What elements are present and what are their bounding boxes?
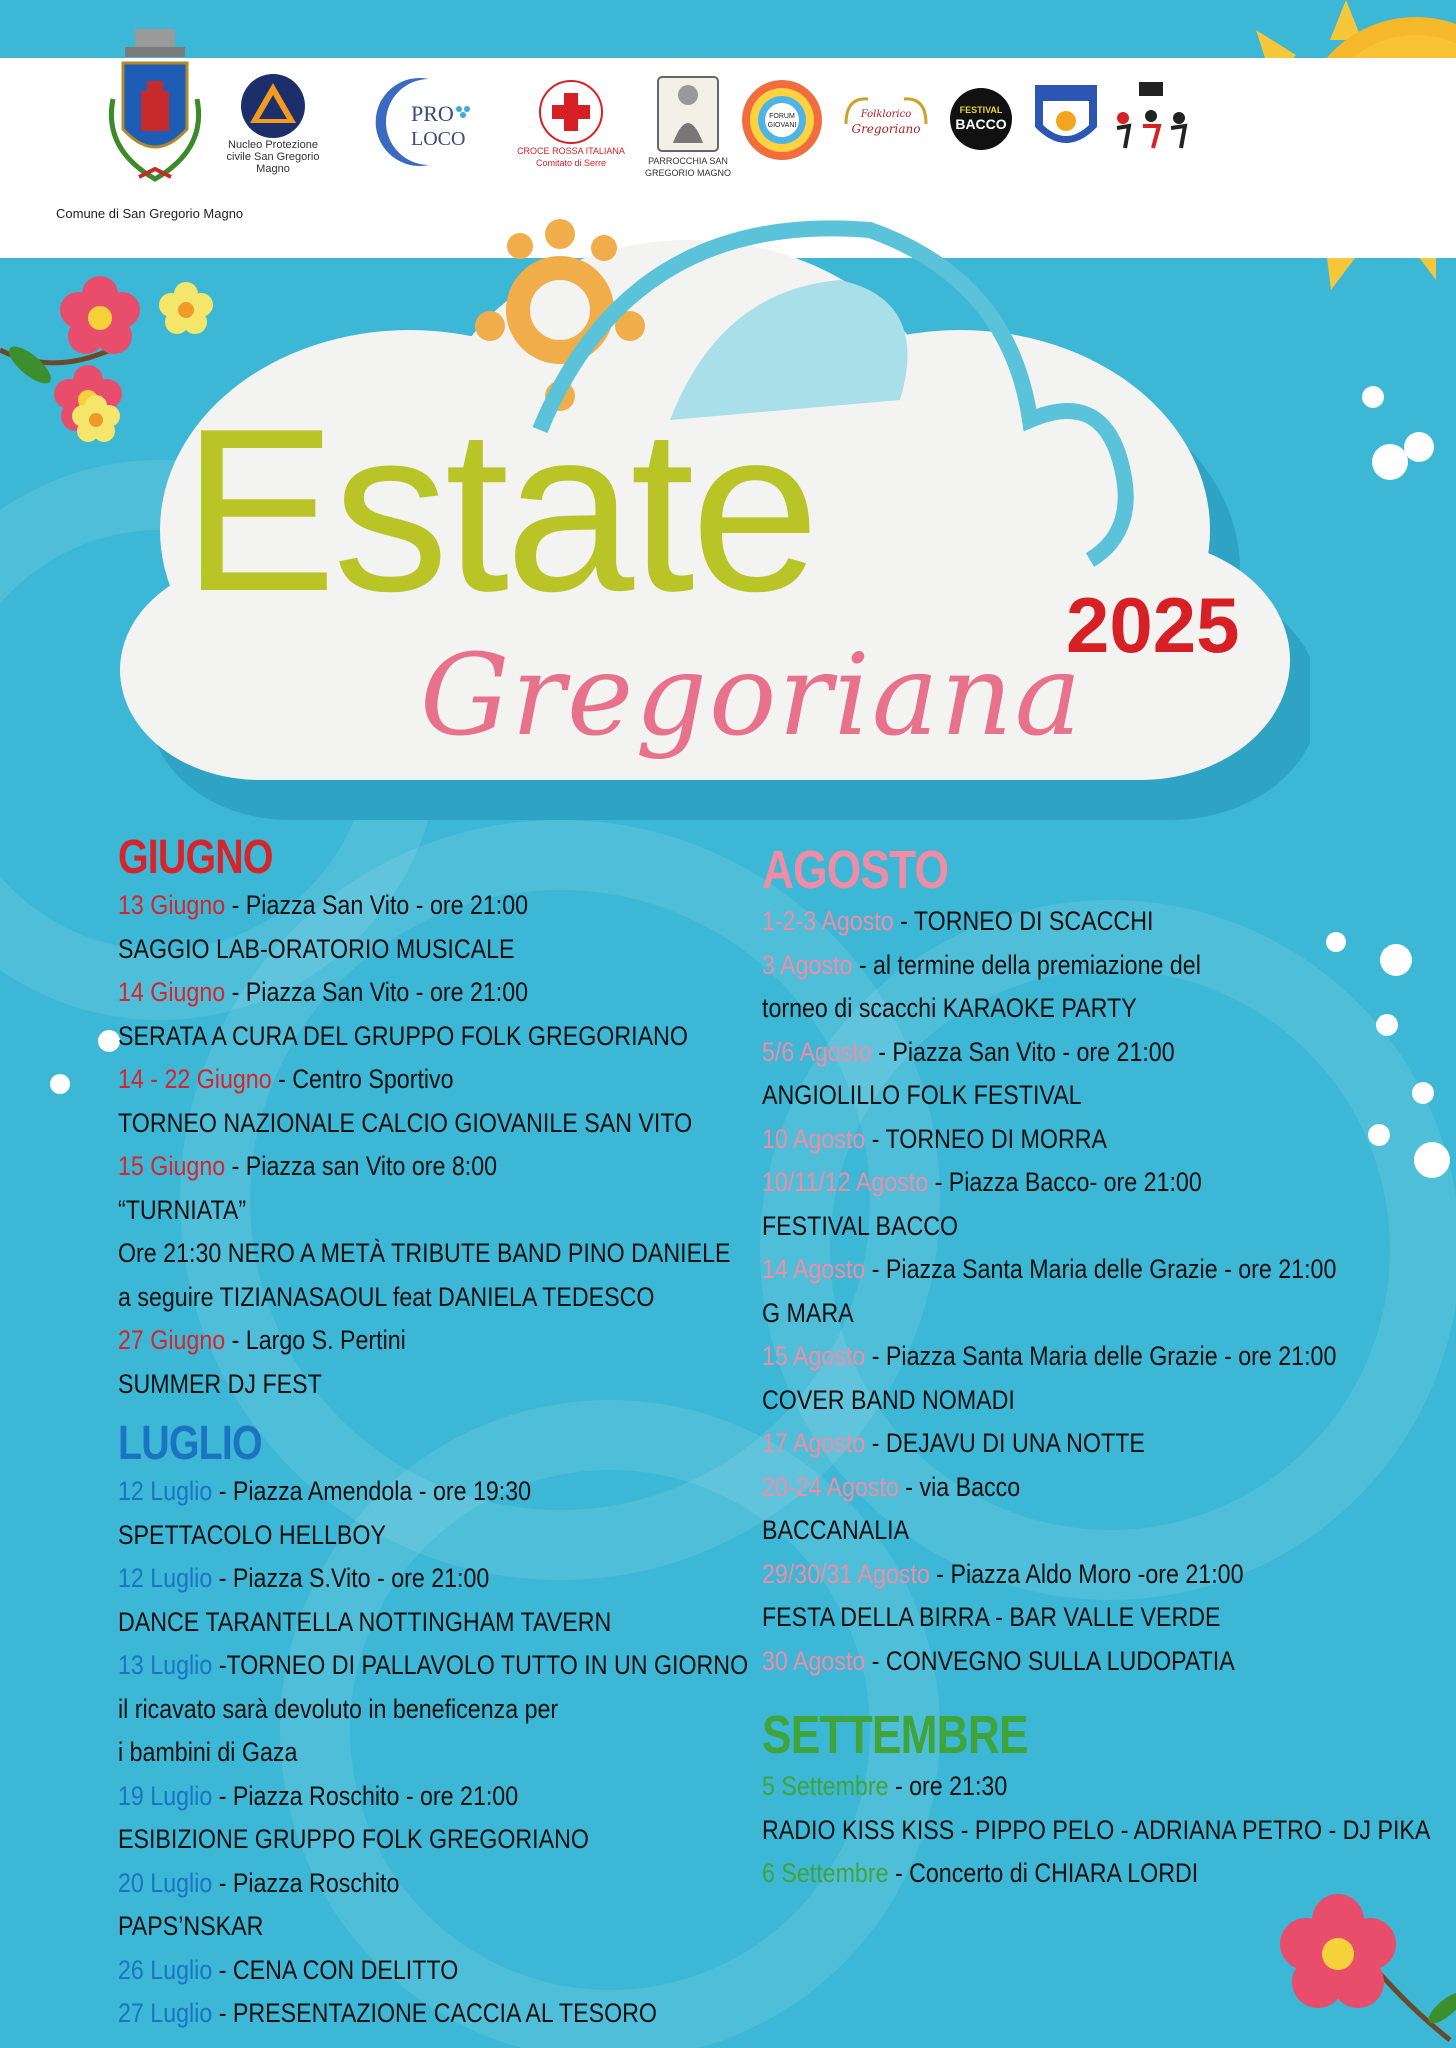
event-date: 17 Agosto	[762, 1428, 866, 1458]
giugno-event-list	[118, 884, 738, 1406]
agosto-event-list	[762, 900, 1442, 1683]
event-text: FESTIVAL BACCO	[762, 1210, 959, 1241]
event-text: - ore 21:30	[888, 1771, 1008, 1801]
event-line	[762, 1074, 1347, 1118]
bubble	[1372, 444, 1408, 480]
event-date: 10/11/12 Agosto	[762, 1167, 929, 1197]
event-text: - al termine della premiazione del	[852, 949, 1201, 980]
event-date: 1-2-3 Agosto	[762, 906, 894, 936]
event-line	[762, 1553, 1347, 1597]
event-text: - via Bacco	[898, 1471, 1021, 1502]
event-text: Ore 21:30 NERO A METÀ TRIBUTE BAND PINO DANIELE	[118, 1238, 731, 1268]
event-line	[762, 1031, 1347, 1075]
event-date: 20 Luglio	[118, 1867, 213, 1898]
festival-bacco-logo	[946, 84, 1016, 154]
event-text: RADIO KISS KISS - PIPPO PELO - ADRIANA PETRO - DJ PIKA	[762, 1814, 1431, 1845]
event-text: SERATA A CURA DEL GRUPPO FOLK GREGORIANO	[118, 1020, 688, 1051]
event-text: -TORNEO DI PALLAVOLO TUTTO IN UN GIORNO	[212, 1650, 749, 1680]
event-text: - Piazza Bacco- ore 21:00	[928, 1167, 1202, 1197]
event-text: BACCANALIA	[762, 1515, 910, 1545]
crest-icon	[103, 29, 207, 189]
event-line	[118, 1232, 731, 1276]
event-line	[118, 1557, 651, 1601]
event-date: 12 Luglio	[118, 1563, 213, 1593]
event-text: - Largo S. Pertini	[225, 1325, 406, 1355]
event-date: 5 Settembre	[762, 1771, 889, 1801]
event-date: 13 Giugno	[118, 890, 226, 920]
event-date: 3 Agosto	[762, 949, 853, 980]
event-text: - Piazza San Vito - ore 21:00	[871, 1036, 1175, 1067]
event-text: - TORNEO DI MORRA	[865, 1123, 1107, 1154]
event-text: i bambini di Gaza	[118, 1737, 298, 1767]
event-date: 27 Giugno	[118, 1325, 226, 1355]
event-text: DANCE TARANTELLA NOTTINGHAM TAVERN	[118, 1606, 612, 1637]
month-title-agosto: AGOSTO	[762, 840, 949, 900]
pro-loco-icon	[371, 69, 475, 173]
shield-icon	[1031, 81, 1101, 159]
event-line	[118, 1992, 657, 2036]
event-line	[118, 1319, 651, 1363]
event-text: - Piazza Roschito	[212, 1867, 400, 1898]
event-line	[762, 987, 1347, 1031]
event-line	[118, 971, 651, 1015]
event-text: G MARA	[762, 1297, 854, 1328]
event-text: - Piazza san Vito ore 8:00	[225, 1151, 498, 1181]
event-line	[762, 1765, 1347, 1809]
event-date: 29/30/31 Agosto	[762, 1558, 930, 1589]
event-line	[118, 1363, 651, 1407]
event-date: 15 Agosto	[762, 1341, 866, 1371]
forum-giovani-logo	[738, 76, 826, 164]
event-line	[762, 1640, 1347, 1684]
event-line	[762, 1205, 1347, 1249]
parrocchia-caption: PARROCCHIA SAN GREGORIO MAGNO	[644, 156, 731, 178]
croce-rossa-logo	[516, 68, 626, 180]
event-date: 26 Luglio	[118, 1954, 213, 1985]
svg-text:LOCO: LOCO	[411, 128, 466, 150]
svg-text:Gregoriano: Gregoriano	[851, 122, 921, 136]
event-text: - Piazza Santa Maria delle Grazie - ore 21:00	[865, 1341, 1337, 1371]
event-text: “TURNIATA”	[118, 1194, 247, 1225]
protezione-civile-caption: Nucleo Protezione civile San Gregorio Magno	[226, 139, 320, 175]
parrocchia-logo	[636, 70, 740, 182]
title-estate: Estate	[182, 381, 816, 640]
event-date: 13 Luglio	[118, 1650, 213, 1680]
event-text: il ricavato sarà devoluto in beneficenza per	[118, 1693, 559, 1724]
event-text: TORNEO NAZIONALE CALCIO GIOVANILE SAN VITO	[118, 1107, 693, 1138]
event-text: PAPS’NSKAR	[118, 1911, 264, 1941]
event-line	[762, 1509, 1347, 1553]
event-line	[118, 1905, 651, 1949]
event-date: 27 Luglio	[118, 1998, 213, 2028]
event-line	[118, 1102, 693, 1146]
event-date: 5/6 Agosto	[762, 1036, 872, 1067]
flower-icon	[1250, 1890, 1456, 2048]
event-text: ANGIOLILLO FOLK FESTIVAL	[762, 1080, 1082, 1110]
luglio-event-list	[118, 1470, 749, 2036]
parrocchia-icon	[653, 73, 723, 155]
comune-crest-logo	[100, 24, 210, 194]
month-title-luglio: LUGLIO	[118, 1417, 262, 1470]
event-text: SUMMER DJ FEST	[118, 1368, 322, 1399]
event-date: 14 - 22 Giugno	[118, 1064, 272, 1094]
pro-loco-logo	[368, 66, 478, 176]
event-line	[118, 1862, 651, 1906]
event-text: SAGGIO LAB-ORATORIO MUSICALE	[118, 933, 515, 964]
event-date: 6 Settembre	[762, 1858, 889, 1888]
event-line	[118, 1189, 651, 1233]
event-text: - Piazza S.Vito - ore 21:00	[212, 1563, 490, 1593]
event-date: 15 Giugno	[118, 1151, 226, 1181]
event-line	[762, 1422, 1347, 1466]
protezione-civile-logo	[218, 68, 328, 180]
bubble	[1404, 432, 1434, 462]
title-year: 2025	[1066, 581, 1240, 669]
dancers-icon	[1109, 78, 1193, 158]
event-date: 20-24 Agosto	[762, 1471, 899, 1502]
event-line	[118, 1731, 651, 1775]
event-text: COVER BAND NOMADI	[762, 1384, 1015, 1415]
event-line	[762, 1379, 1347, 1423]
event-line	[762, 1118, 1347, 1162]
event-line	[762, 900, 1347, 944]
event-text: ESIBIZIONE GRUPPO FOLK GREGORIANO	[118, 1824, 589, 1854]
event-line	[118, 1688, 651, 1732]
event-line	[118, 1644, 749, 1688]
event-line	[762, 1809, 1431, 1853]
gruppo-folk-icon	[838, 89, 934, 159]
right-column	[762, 840, 1442, 1896]
event-text: - PRESENTAZIONE CACCIA AL TESORO	[212, 1998, 657, 2028]
forum-giovani-icon	[740, 78, 824, 162]
event-line	[118, 884, 651, 928]
event-text: - Piazza San Vito - ore 21:00	[225, 977, 529, 1007]
event-text: - Piazza Santa Maria delle Grazie - ore 21:00	[865, 1254, 1337, 1284]
gruppo-folk-logo	[836, 84, 936, 164]
event-line	[762, 1466, 1347, 1510]
event-line	[762, 1596, 1347, 1640]
festival-bacco-icon	[949, 87, 1013, 151]
event-text: - TORNEO DI SCACCHI	[893, 906, 1154, 936]
svg-text:PRO: PRO	[411, 101, 454, 126]
event-line	[762, 1852, 1347, 1896]
event-text: - Piazza Aldo Moro -ore 21:00	[929, 1558, 1244, 1589]
event-text: torneo di scacchi KARAOKE PARTY	[762, 993, 1137, 1023]
bubble	[1362, 386, 1384, 408]
month-title-giugno: GIUGNO	[118, 831, 273, 884]
red-cross-icon	[538, 79, 604, 145]
event-line	[762, 1161, 1347, 1205]
event-line	[118, 1145, 651, 1189]
event-line	[118, 1601, 651, 1645]
bubble	[50, 1074, 70, 1094]
compagnia-logo	[1108, 76, 1194, 160]
event-date: 30 Agosto	[762, 1645, 866, 1676]
svg-text:BACCO: BACCO	[955, 116, 1007, 132]
svg-text:FORUM: FORUM	[769, 113, 795, 120]
event-text: - Concerto di CHIARA LORDI	[888, 1858, 1199, 1888]
event-line	[118, 1818, 651, 1862]
left-column	[118, 831, 749, 2036]
event-text: - CONVEGNO SULLA LUDOPATIA	[865, 1645, 1235, 1676]
event-line	[762, 1335, 1347, 1379]
event-line	[118, 1514, 651, 1558]
event-line	[118, 1015, 688, 1059]
event-line	[118, 928, 651, 972]
event-text: - DEJAVU DI UNA NOTTE	[865, 1428, 1145, 1458]
event-text: SPETTACOLO HELLBOY	[118, 1519, 386, 1550]
event-line	[762, 944, 1347, 988]
event-line	[762, 1292, 1347, 1336]
event-text: - CENA CON DELITTO	[212, 1954, 459, 1985]
event-date: 19 Luglio	[118, 1780, 213, 1811]
svg-text:FESTIVAL: FESTIVAL	[959, 105, 1003, 115]
event-date: 14 Giugno	[118, 977, 226, 1007]
event-text: FESTA DELLA BIRRA - BAR VALLE VERDE	[762, 1602, 1221, 1632]
event-text: - Piazza Roschito - ore 21:00	[212, 1780, 519, 1811]
bubble	[98, 1030, 120, 1052]
event-text: a seguire TIZIANASAOUL feat DANIELA TEDESCO	[118, 1281, 655, 1312]
event-text: - Piazza Amendola - ore 19:30	[212, 1476, 532, 1506]
svg-text:Folklorico: Folklorico	[860, 109, 912, 120]
svg-text:GIOVANI: GIOVANI	[767, 122, 797, 129]
event-line	[118, 1775, 651, 1819]
event-line	[118, 1949, 651, 1993]
month-title-settembre: SETTEMBRE	[762, 1705, 1028, 1765]
croce-rossa-caption: CROCE ROSSA ITALIANA Comitato di Serre	[517, 146, 625, 168]
event-line	[118, 1058, 651, 1102]
title-gregoriana: Gregoriana	[420, 631, 1084, 761]
event-line	[118, 1470, 651, 1514]
settembre-event-list	[762, 1765, 1442, 1896]
event-date: 12 Luglio	[118, 1476, 213, 1506]
event-line	[762, 1248, 1347, 1292]
event-text: - Centro Sportivo	[271, 1064, 454, 1094]
event-line	[118, 1276, 655, 1320]
scuola-calcio-logo	[1028, 80, 1104, 160]
event-date: 14 Agosto	[762, 1254, 866, 1284]
event-date: 10 Agosto	[762, 1123, 866, 1154]
protezione-civile-icon	[240, 73, 306, 139]
event-text: - Piazza San Vito - ore 21:00	[225, 890, 529, 920]
comune-label: Comune di San Gregorio Magno	[56, 206, 244, 221]
